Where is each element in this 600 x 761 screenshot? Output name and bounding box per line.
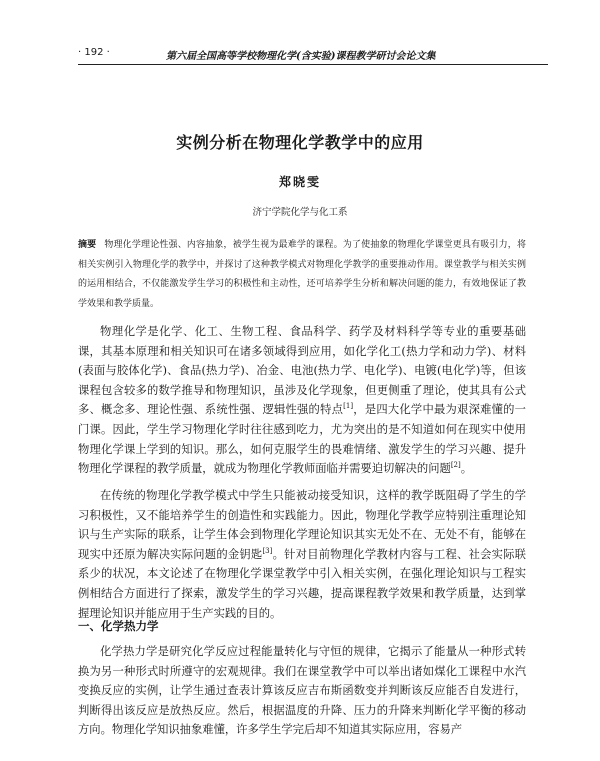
running-header — [78, 44, 548, 65]
abstract-label: 摘要 — [78, 240, 97, 250]
paper-title: 实例分析在物理化学教学中的应用 — [176, 133, 424, 152]
affiliation: 济宁学院化学与化工系 — [252, 207, 348, 218]
paragraph-2 — [78, 486, 526, 623]
paragraph-1-part-c: 。 — [460, 462, 473, 476]
paragraph-1-part-a: 物理化学是化学、化工、生物工程、食品科学、药学及材料科学等专业的重要基础课，其基本原理和相关知识可在诸多领域得到应用，如化学化工(热力学和动力学)、材料(表面与胶体化学)、食品(热力学)、冶金、电池(热力学、电化学)、电镀(电化学)等，但该课程包含较多的数学推导和物理知识，虽涉及化学现象，但更侧重了理论，使其具有公式多、概念多、理论性强、系统性强、逻辑性强的特点 — [78, 325, 526, 417]
section-heading-1: 一、化学热力学 — [78, 619, 159, 633]
author-name: 郑晓雯 — [278, 175, 321, 189]
abstract — [78, 236, 526, 314]
paragraph-3: 化学热力学是研究化学反应过程能量转化与守恒的规律，它揭示了能量从一种形式转换为另一种形式时所遵守的宏观规律。我们在课堂教学中可以举出诸如煤化工课程中水汽变换反应的实例，让学生通过查表计算该反应吉布斯函数变并判断该反应能否自发进行，判断得出该反应是放热反应。然后，根据温度的升降、压力的升降来判断化学平衡的移动方向。物理化学知识抽象难懂，许多学生学完后却不知道其实际应用，容易产 — [78, 645, 526, 737]
abstract-text: 物理化学理论性强、内容抽象，被学生视为最难学的课程。为了使抽象的物理化学课堂更具有吸引力，将相关实例引入物理化学的教学中，并探讨了这种教学模式对物理化学教学的重要推动作用。课堂教学与相关实例的运用相结合，不仅能激发学生学习的积极性和主动性，还可培养学生分析和解决问题的能力，有效地保证了教学效果和教学质量。 — [78, 240, 526, 309]
paragraph-1-part-b: ，是四大化学中最为艰深难懂的一门课。因此，学生学习物理化学时往往感到吃力，尤为突出的是不知道如何在现实中使用物理化学课上学到的知识。那么，如何克服学生的畏难情绪、激发学生的学习兴趣、提升物理化学课程的教学质量，就成为物理化学教师面临并需要迫切解决的问题 — [78, 403, 526, 476]
running-title: 第六届全国高等学校物理化学(含实验)课程教学研讨会论文集 — [166, 51, 436, 62]
citation-1: [1] — [343, 402, 354, 411]
citation-2: [2] — [450, 461, 461, 470]
paragraph-1 — [78, 322, 526, 479]
citation-3: [3] — [262, 547, 273, 556]
paragraph-2-part-b: 。针对目前物理化学教材内容与工程、社会实际联系少的状况，本文论述了在物理化学课堂教学中引入相关实例，在强化理论知识与工程实例相结合方面进行了探索，激发学生的学习兴趣，提高课程教学效果和教学质量，达到掌握理论知识并能应用于生产实践的目的。 — [78, 547, 526, 620]
page-number: · 192 · — [78, 47, 110, 58]
paragraph-2-part-a: 在传统的物理化学教学模式中学生只能被动接受知识，这样的教学既阻碍了学生的学习积极性，又不能培养学生的创造性和实践能力。因此，物理化学教学应特别注重理论知识与生产实际的联系，让学生体会到物理化学理论知识其实无处不在、无处不有，能够在现实中还原为解决实际问题的金钥匙 — [78, 489, 526, 561]
